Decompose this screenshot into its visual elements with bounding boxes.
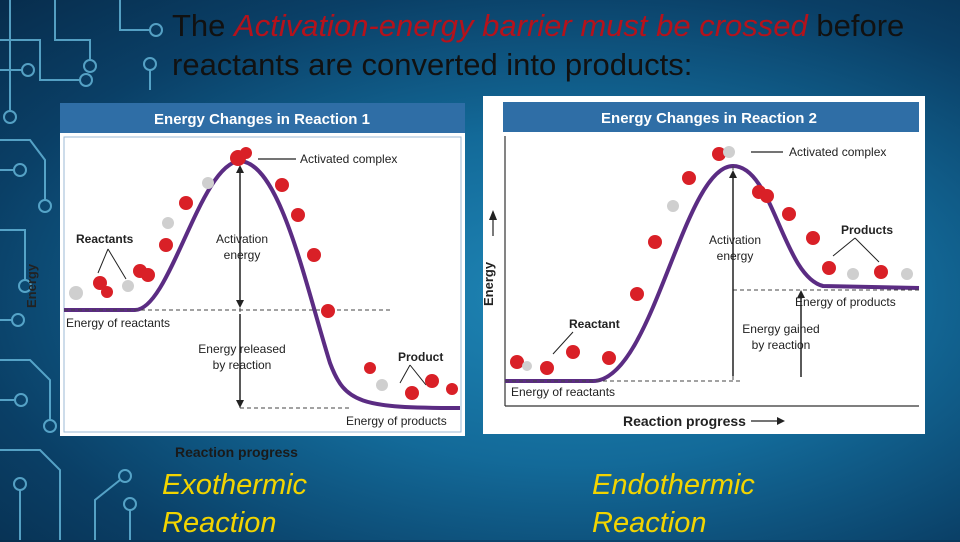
diagram1-activation-label-2: energy: [223, 248, 261, 262]
diagram1-activation-label-1: Activation: [215, 232, 269, 246]
diagram2-y-arrowhead: [489, 210, 497, 220]
diagram1-activation-arrowhead-bottom: [236, 300, 244, 308]
diagram1-x-axis-label: Reaction progress: [175, 444, 298, 460]
diagram2-activated-complex-label: Activated complex: [789, 145, 887, 159]
diagram1-product-label: Product: [398, 350, 444, 364]
diagram1-product-pointer: [400, 365, 426, 385]
diagram2-x-arrowhead: [777, 417, 785, 425]
diagram2-activation-label-1: Activation: [708, 233, 762, 247]
title-prefix: The: [172, 8, 235, 43]
diagram1-y-axis-label: Energy: [24, 263, 39, 308]
diagram2-energy-of-products-label: Energy of products: [795, 295, 896, 309]
exothermic-diagram-figure: [60, 103, 465, 436]
diagram2-products-label: Products: [841, 223, 894, 237]
diagram2-energy-of-reactants-label: Energy of reactants: [511, 385, 616, 399]
diagram2-y-axis-label: Energy: [481, 261, 496, 306]
diagram1-reactants-pointer: [98, 249, 126, 279]
endothermic-caption-line2: Reaction: [592, 507, 707, 539]
diagram1-energy-of-reactants-label: Energy of reactants: [66, 316, 171, 330]
diagram2-activation-label-2: energy: [716, 249, 754, 263]
diagram2-activation-arrowhead: [729, 170, 737, 178]
diagram1-energy-of-products-label: Energy of products: [346, 414, 447, 428]
endothermic-caption: [592, 466, 755, 542]
diagram2-gained-label-2: by reaction: [751, 338, 811, 352]
diagram2-gained-label-1: Energy gained: [742, 322, 820, 336]
endothermic-diagram: [483, 96, 925, 434]
title-rest: before reactants are converted into products:: [172, 8, 905, 82]
diagram1-activated-complex-label: Activated complex: [300, 152, 398, 166]
diagram1-activation-arrowhead: [236, 165, 244, 173]
diagram1-released-arrowhead: [236, 400, 244, 408]
diagram2-products-pointer: [833, 238, 879, 262]
exothermic-caption-line1: Exothermic: [162, 469, 308, 501]
diagram2-x-axis-label: Reaction progress: [623, 413, 746, 429]
title-highlight: Activation-energy barrier must be crossed: [234, 8, 808, 43]
endothermic-caption-line1: Endothermic: [592, 469, 755, 501]
endothermic-diagram-figure: [483, 96, 925, 434]
diagram1-heading: Energy Changes in Reaction 1: [154, 111, 370, 128]
diagram2-reactant-label: Reactant: [569, 317, 620, 331]
exothermic-caption-line2: Reaction: [162, 507, 277, 539]
diagram1-released-label-2: by reaction: [212, 358, 272, 372]
diagram2-heading: Energy Changes in Reaction 2: [601, 110, 817, 127]
exothermic-caption: [162, 466, 307, 542]
diagram1-released-label-1: Energy released: [198, 342, 286, 356]
slide-title: [172, 6, 942, 84]
exothermic-diagram: [60, 103, 465, 436]
diagram1-reactants-label: Reactants: [76, 232, 134, 246]
